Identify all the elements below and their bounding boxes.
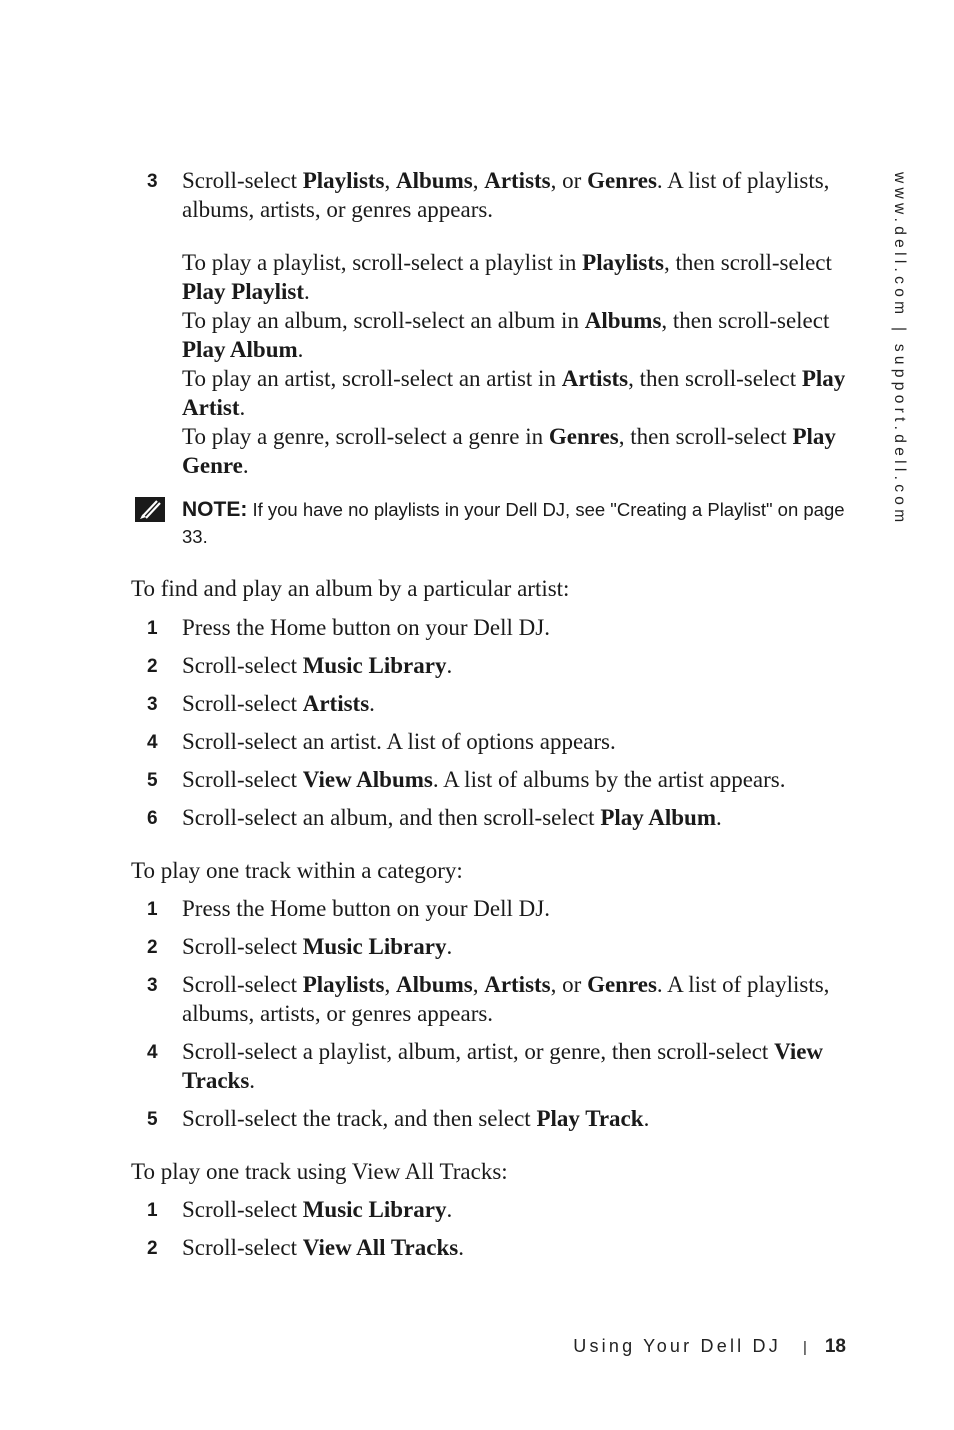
step-item: 5 Scroll-select the track, and then select Play Track.	[131, 1104, 866, 1133]
step-item: 2 Scroll-select View All Tracks.	[131, 1233, 866, 1262]
step-number: 1	[147, 899, 158, 920]
step-number: 2	[147, 937, 158, 958]
page-number: 18	[824, 1336, 846, 1357]
note-text: If you have no playlists in your Dell DJ, see "Creating a Playlist" on page 33.	[182, 499, 845, 547]
footer-section-title: Using Your Dell DJ	[573, 1336, 781, 1356]
sidebar-url	[886, 172, 910, 532]
note-box	[131, 496, 866, 550]
section-intro: To play one track within a category:	[131, 858, 463, 883]
pencil-note-icon	[135, 497, 165, 522]
page-footer	[573, 1336, 846, 1358]
step-item: 1 Press the Home button on your Dell DJ.	[131, 613, 866, 642]
section-intro: To play one track using View All Tracks:	[131, 1159, 508, 1184]
note-label: NOTE:	[182, 498, 248, 521]
step-item: 5 Scroll-select View Albums. A list of albums by the artist appears.	[131, 765, 866, 794]
step-item: 3 Scroll-select Playlists, Albums, Artists, or Genres. A list of playlists, albums, artists, or genres appears.	[147, 168, 830, 222]
footer-separator: |	[802, 1339, 807, 1356]
step-number: 3	[147, 975, 158, 996]
step-number: 1	[147, 618, 158, 639]
step-number: 4	[147, 732, 158, 753]
step-number: 6	[147, 808, 158, 829]
page-content	[131, 166, 866, 1262]
sub-instruction: To play an album, scroll-select an album in Albums, then scroll-select Play Album.	[182, 308, 830, 362]
step-number: 3	[147, 171, 158, 192]
step-number: 5	[147, 770, 158, 791]
step-item: 1 Scroll-select Music Library.	[131, 1195, 866, 1224]
section-intro: To find and play an album by a particular artist:	[131, 576, 570, 601]
step-number: 5	[147, 1109, 158, 1130]
step-item: 6 Scroll-select an album, and then scroll-select Play Album.	[131, 803, 866, 832]
sub-instruction: To play a playlist, scroll-select a playlist in Playlists, then scroll-select Play Playlist.	[182, 250, 832, 304]
step-item: 4 Scroll-select a playlist, album, artist, or genre, then scroll-select View Tracks.	[147, 1039, 824, 1093]
sub-instruction: To play a genre, scroll-select a genre in Genres, then scroll-select Play Genre.	[182, 424, 836, 478]
step-item: 3 Scroll-select Artists.	[131, 689, 866, 718]
step-number: 2	[147, 1238, 158, 1259]
step-number: 4	[147, 1042, 158, 1063]
sub-instruction: To play an artist, scroll-select an artist in Artists, then scroll-select Play Artist.	[182, 366, 846, 420]
step-number: 2	[147, 656, 158, 677]
sidebar-url-text: www.dell.com | support.dell.com	[891, 172, 908, 527]
step-number: 3	[147, 694, 158, 715]
step-item: 2 Scroll-select Music Library.	[131, 932, 866, 961]
step-item: 3 Scroll-select Playlists, Albums, Artists, or Genres. A list of playlists, albums, artists, or genres appears.	[147, 972, 830, 1026]
step-item: 1 Press the Home button on your Dell DJ.	[131, 894, 866, 923]
step-item: 2 Scroll-select Music Library.	[131, 651, 866, 680]
step-number: 1	[147, 1200, 158, 1221]
step-item: 4 Scroll-select an artist. A list of options appears.	[131, 727, 866, 756]
